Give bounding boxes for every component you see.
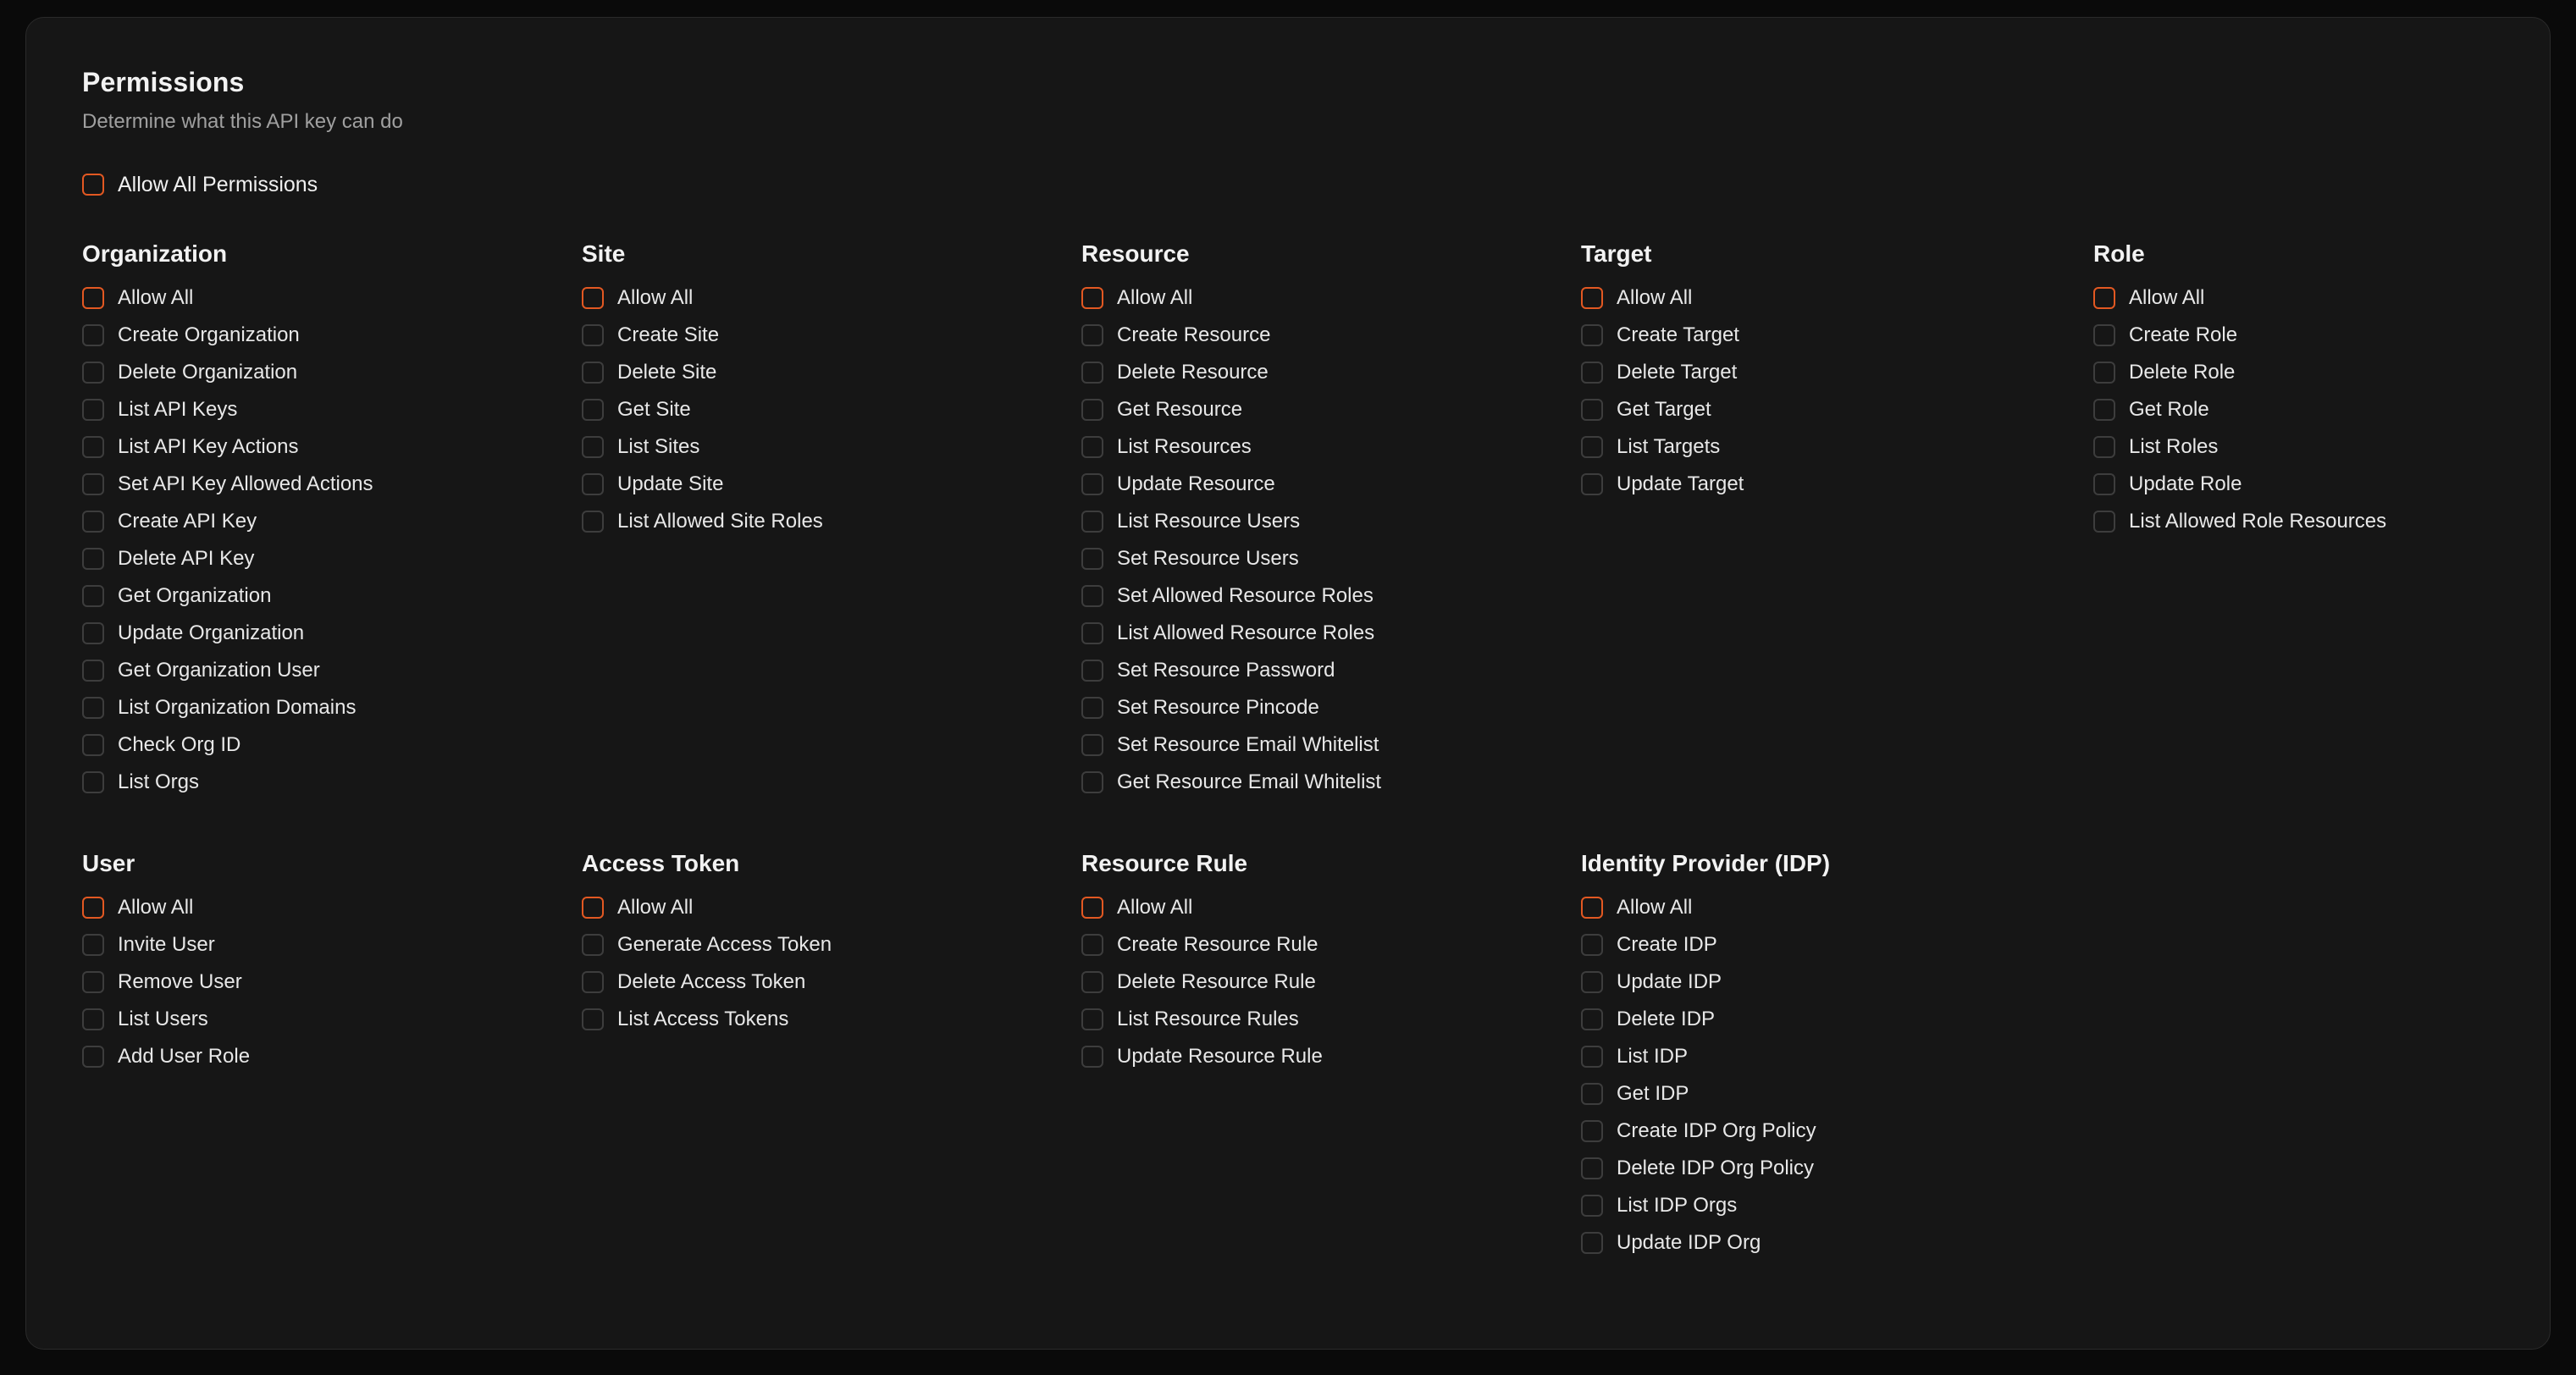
permission-group xyxy=(582,240,1081,808)
permission-label: List Roles xyxy=(2129,435,2219,458)
permission-row[interactable] xyxy=(1081,1045,1581,1069)
permission-label: Set Resource Password xyxy=(1117,659,1335,682)
permission-row[interactable] xyxy=(1581,1008,2093,1031)
checkbox-icon[interactable] xyxy=(1081,622,1103,644)
permission-row[interactable] xyxy=(1081,933,1581,957)
permission-row[interactable] xyxy=(1581,472,2093,496)
checkbox-icon[interactable] xyxy=(2093,436,2115,458)
permission-label: Set Resource Email Whitelist xyxy=(1117,733,1379,756)
permission-label: Create IDP xyxy=(1617,933,1717,956)
permission-label: Get Target xyxy=(1617,398,1711,421)
permission-row[interactable] xyxy=(82,770,582,794)
permission-row[interactable] xyxy=(82,696,582,720)
permission-label: List Allowed Role Resources xyxy=(2129,510,2387,533)
page-subtitle: Determine what this API key can do xyxy=(82,110,403,133)
permission-row[interactable] xyxy=(1581,1082,2093,1106)
permission-label: Create Target xyxy=(1617,323,1739,346)
permission-label: Update Resource xyxy=(1117,472,1275,495)
permission-row[interactable] xyxy=(82,733,582,757)
checkbox-icon[interactable] xyxy=(1581,1232,1603,1254)
permission-label: Update Target xyxy=(1617,472,1744,495)
permission-label: List Access Tokens xyxy=(617,1008,789,1030)
permission-label: Get Role xyxy=(2129,398,2209,421)
permission-label: Allow All xyxy=(2129,286,2205,309)
permission-label: Delete Access Token xyxy=(617,970,806,993)
permission-row[interactable] xyxy=(82,547,582,571)
checkbox-icon[interactable] xyxy=(82,436,104,458)
permission-row[interactable] xyxy=(1581,1194,2093,1218)
permission-label: Update IDP xyxy=(1617,970,1722,993)
permission-label: List Allowed Site Roles xyxy=(617,510,823,533)
permission-row[interactable] xyxy=(2093,435,2568,459)
checkbox-icon[interactable] xyxy=(582,436,604,458)
checkbox-icon[interactable] xyxy=(82,287,104,309)
checkbox-icon[interactable] xyxy=(1081,734,1103,756)
checkbox-icon[interactable] xyxy=(2093,324,2115,346)
permission-group-title: Identity Provider (IDP) xyxy=(1581,850,1831,876)
permission-row[interactable] xyxy=(1081,659,1581,682)
permission-label: List API Keys xyxy=(118,398,238,421)
permission-row[interactable] xyxy=(1581,970,2093,994)
permission-label: Check Org ID xyxy=(118,733,241,756)
permission-label: Get Resource Email Whitelist xyxy=(1117,770,1382,793)
permission-label: Add User Role xyxy=(118,1045,251,1068)
permission-label: Get Organization xyxy=(118,584,272,607)
permission-row[interactable] xyxy=(2093,398,2568,422)
permission-row[interactable] xyxy=(1081,472,1581,496)
permission-label: Allow All xyxy=(118,286,194,309)
checkbox-icon[interactable] xyxy=(82,548,104,570)
permission-row[interactable] xyxy=(1581,1157,2093,1180)
permission-row[interactable] xyxy=(1081,584,1581,608)
permission-label: Update Organization xyxy=(118,621,305,644)
checkbox-icon[interactable] xyxy=(1581,399,1603,421)
permission-group-title: Target xyxy=(1581,240,1652,267)
permission-row[interactable] xyxy=(582,323,1081,347)
permission-label: Create Role xyxy=(2129,323,2238,346)
permission-label: Delete Resource Rule xyxy=(1117,970,1316,993)
checkbox-icon[interactable] xyxy=(1081,548,1103,570)
permission-label: List IDP Orgs xyxy=(1617,1194,1738,1217)
permission-row[interactable] xyxy=(2093,323,2568,347)
permission-row[interactable] xyxy=(582,896,1081,919)
permission-group xyxy=(1581,240,2093,808)
permission-row[interactable] xyxy=(1581,323,2093,347)
checkbox-icon[interactable] xyxy=(82,734,104,756)
permission-label: Get Resource xyxy=(1117,398,1243,421)
checkbox-icon[interactable] xyxy=(1581,934,1603,956)
permission-group-title: User xyxy=(82,850,135,876)
permission-label: List Users xyxy=(118,1008,208,1030)
checkbox-icon[interactable] xyxy=(82,971,104,993)
permission-label: Set Resource Pincode xyxy=(1117,696,1319,719)
permission-label: List Resource Rules xyxy=(1117,1008,1299,1030)
permission-label: Get Site xyxy=(617,398,691,421)
checkbox-icon[interactable] xyxy=(82,585,104,607)
checkbox-icon[interactable] xyxy=(1081,697,1103,719)
checkbox-icon[interactable] xyxy=(82,897,104,919)
checkbox-allow-all-permissions[interactable] xyxy=(82,174,104,196)
permission-label: Delete Site xyxy=(617,361,717,384)
permission-label: Create Site xyxy=(617,323,720,346)
checkbox-icon[interactable] xyxy=(1081,324,1103,346)
permission-label: Create API Key xyxy=(118,510,257,533)
checkbox-icon[interactable] xyxy=(1081,473,1103,495)
permission-group-title: Site xyxy=(582,240,626,267)
checkbox-icon[interactable] xyxy=(1081,1008,1103,1030)
checkbox-icon[interactable] xyxy=(582,934,604,956)
permission-row[interactable] xyxy=(1081,547,1581,571)
checkbox-icon[interactable] xyxy=(582,399,604,421)
checkbox-icon[interactable] xyxy=(2093,399,2115,421)
permission-row[interactable] xyxy=(82,398,582,422)
permission-label: Delete Resource xyxy=(1117,361,1269,384)
permission-row[interactable] xyxy=(82,361,582,384)
permission-row[interactable] xyxy=(2093,361,2568,384)
checkbox-icon[interactable] xyxy=(582,362,604,384)
checkbox-icon[interactable] xyxy=(1581,1046,1603,1068)
permission-groups-grid xyxy=(82,240,2494,1292)
permission-row[interactable] xyxy=(82,1045,582,1069)
permission-label: Create IDP Org Policy xyxy=(1617,1119,1816,1142)
checkbox-icon[interactable] xyxy=(82,399,104,421)
permission-label: Delete IDP xyxy=(1617,1008,1716,1030)
checkbox-icon[interactable] xyxy=(1081,660,1103,682)
permission-group xyxy=(1081,240,1581,808)
permission-label: List Organization Domains xyxy=(118,696,357,719)
permission-row[interactable] xyxy=(1081,1008,1581,1031)
permission-label: Update Site xyxy=(617,472,724,495)
permission-group xyxy=(82,850,582,1268)
checkbox-icon[interactable] xyxy=(1581,897,1603,919)
permission-row[interactable] xyxy=(1081,733,1581,757)
permission-row[interactable] xyxy=(82,323,582,347)
permission-row[interactable] xyxy=(82,584,582,608)
checkbox-icon[interactable] xyxy=(582,1008,604,1030)
permission-row[interactable] xyxy=(1081,323,1581,347)
checkbox-icon[interactable] xyxy=(1581,287,1603,309)
checkbox-icon[interactable] xyxy=(82,771,104,793)
permission-label: Update Role xyxy=(2129,472,2242,495)
checkbox-icon[interactable] xyxy=(582,971,604,993)
permission-group xyxy=(1081,850,1581,1268)
permission-row[interactable] xyxy=(1081,435,1581,459)
permission-row[interactable] xyxy=(1081,361,1581,384)
checkbox-icon[interactable] xyxy=(1581,362,1603,384)
permission-label: Set Allowed Resource Roles xyxy=(1117,584,1374,607)
permission-label: Delete Organization xyxy=(118,361,298,384)
permission-row[interactable] xyxy=(582,435,1081,459)
permission-row[interactable] xyxy=(582,361,1081,384)
permission-label: Create Resource xyxy=(1117,323,1271,346)
checkbox-icon[interactable] xyxy=(1581,1083,1603,1105)
permission-row[interactable] xyxy=(1081,696,1581,720)
permission-row[interactable] xyxy=(82,970,582,994)
checkbox-icon[interactable] xyxy=(1581,436,1603,458)
checkbox-icon[interactable] xyxy=(2093,511,2115,533)
permission-row[interactable] xyxy=(1081,770,1581,794)
allow-all-permissions-row[interactable] xyxy=(82,173,2494,196)
permission-row[interactable] xyxy=(1081,970,1581,994)
permission-row[interactable] xyxy=(1581,1119,2093,1143)
permission-row[interactable] xyxy=(1581,933,2093,957)
permission-row[interactable] xyxy=(582,970,1081,994)
permission-row[interactable] xyxy=(1081,896,1581,919)
checkbox-icon[interactable] xyxy=(82,324,104,346)
permissions-card xyxy=(25,17,2551,1350)
checkbox-icon[interactable] xyxy=(1081,399,1103,421)
permission-label: List Orgs xyxy=(118,770,200,793)
permission-row[interactable] xyxy=(1081,510,1581,533)
permission-label: Delete IDP Org Policy xyxy=(1617,1157,1814,1179)
permission-row[interactable] xyxy=(82,510,582,533)
permission-group-title: Resource xyxy=(1081,240,1190,267)
checkbox-icon[interactable] xyxy=(82,1046,104,1068)
checkbox-icon[interactable] xyxy=(2093,287,2115,309)
checkbox-icon[interactable] xyxy=(1581,1120,1603,1142)
permission-row[interactable] xyxy=(2093,510,2568,533)
permission-label: Generate Access Token xyxy=(617,933,832,956)
checkbox-icon[interactable] xyxy=(82,1008,104,1030)
checkbox-icon[interactable] xyxy=(1581,1157,1603,1179)
permission-label: Allow All xyxy=(1617,286,1693,309)
permission-label: Set API Key Allowed Actions xyxy=(118,472,373,495)
permission-row[interactable] xyxy=(82,659,582,682)
permission-row[interactable] xyxy=(582,398,1081,422)
permission-row[interactable] xyxy=(1581,398,2093,422)
checkbox-icon[interactable] xyxy=(82,511,104,533)
checkbox-icon[interactable] xyxy=(582,473,604,495)
grid-spacer xyxy=(2093,831,2568,1292)
permission-row[interactable] xyxy=(2093,286,2568,310)
permission-row[interactable] xyxy=(582,1008,1081,1031)
permission-label: List IDP xyxy=(1617,1045,1689,1068)
checkbox-icon[interactable] xyxy=(82,362,104,384)
permission-label: List Targets xyxy=(1617,435,1721,458)
permission-label: Delete Target xyxy=(1617,361,1738,384)
checkbox-icon[interactable] xyxy=(82,622,104,644)
checkbox-icon[interactable] xyxy=(1081,934,1103,956)
checkbox-icon[interactable] xyxy=(1081,287,1103,309)
permission-row[interactable] xyxy=(1081,621,1581,645)
permission-label: List Allowed Resource Roles xyxy=(1117,621,1375,644)
permission-group-title: Organization xyxy=(82,240,228,267)
permission-row[interactable] xyxy=(1581,1231,2093,1255)
page-title: Permissions xyxy=(82,67,245,97)
permission-row[interactable] xyxy=(1581,896,2093,919)
permission-label: List Resource Users xyxy=(1117,510,1301,533)
permission-label: Create Organization xyxy=(118,323,300,346)
checkbox-icon[interactable] xyxy=(82,697,104,719)
permission-label: Allow All xyxy=(118,896,194,919)
permission-row[interactable] xyxy=(582,510,1081,533)
permission-label: Allow All xyxy=(1117,286,1193,309)
permission-row[interactable] xyxy=(2093,472,2568,496)
checkbox-icon[interactable] xyxy=(1081,585,1103,607)
permission-row[interactable] xyxy=(1581,361,2093,384)
permission-label: Allow All xyxy=(1617,896,1693,919)
permission-row[interactable] xyxy=(582,933,1081,957)
permission-row[interactable] xyxy=(1581,1045,2093,1069)
permission-group xyxy=(582,850,1081,1268)
permission-row[interactable] xyxy=(1581,435,2093,459)
permission-label: Update IDP Org xyxy=(1617,1231,1761,1254)
checkbox-icon[interactable] xyxy=(582,324,604,346)
checkbox-icon[interactable] xyxy=(1081,1046,1103,1068)
checkbox-icon[interactable] xyxy=(1081,971,1103,993)
permission-row[interactable] xyxy=(82,472,582,496)
permission-row[interactable] xyxy=(582,286,1081,310)
checkbox-icon[interactable] xyxy=(1581,324,1603,346)
checkbox-icon[interactable] xyxy=(2093,362,2115,384)
checkbox-icon[interactable] xyxy=(1581,971,1603,993)
permission-label: Get IDP xyxy=(1617,1082,1689,1105)
permission-label: List API Key Actions xyxy=(118,435,299,458)
checkbox-icon[interactable] xyxy=(1581,1008,1603,1030)
permission-group-title: Resource Rule xyxy=(1081,850,1248,876)
checkbox-icon[interactable] xyxy=(1081,771,1103,793)
checkbox-icon[interactable] xyxy=(582,897,604,919)
allow-all-permissions-label: Allow All Permissions xyxy=(118,173,318,196)
permission-row[interactable] xyxy=(82,621,582,645)
checkbox-icon[interactable] xyxy=(1581,1195,1603,1217)
permission-label: Allow All xyxy=(617,896,694,919)
permission-row[interactable] xyxy=(82,896,582,919)
permission-row[interactable] xyxy=(1581,286,2093,310)
checkbox-icon[interactable] xyxy=(1081,436,1103,458)
permission-label: Allow All xyxy=(617,286,694,309)
permission-row[interactable] xyxy=(1081,286,1581,310)
permission-row[interactable] xyxy=(82,286,582,310)
permission-row[interactable] xyxy=(82,435,582,459)
permission-label: Update Resource Rule xyxy=(1117,1045,1323,1068)
permission-row[interactable] xyxy=(82,1008,582,1031)
permission-label: Create Resource Rule xyxy=(1117,933,1318,956)
permission-label: Get Organization User xyxy=(118,659,320,682)
permission-row[interactable] xyxy=(82,933,582,957)
permission-row[interactable] xyxy=(582,472,1081,496)
checkbox-icon[interactable] xyxy=(1081,511,1103,533)
permission-label: Invite User xyxy=(118,933,215,956)
checkbox-icon[interactable] xyxy=(82,473,104,495)
permission-label: Remove User xyxy=(118,970,242,993)
checkbox-icon[interactable] xyxy=(2093,473,2115,495)
checkbox-icon[interactable] xyxy=(1581,473,1603,495)
permission-group xyxy=(2093,240,2568,808)
permission-group xyxy=(1581,850,2093,1268)
permission-label: Delete Role xyxy=(2129,361,2236,384)
checkbox-icon[interactable] xyxy=(82,934,104,956)
checkbox-icon[interactable] xyxy=(82,660,104,682)
permission-label: Delete API Key xyxy=(118,547,255,570)
checkbox-icon[interactable] xyxy=(582,287,604,309)
permission-label: Allow All xyxy=(1117,896,1193,919)
permission-label: List Sites xyxy=(617,435,700,458)
permission-group-title: Access Token xyxy=(582,850,740,876)
permission-label: Set Resource Users xyxy=(1117,547,1299,570)
checkbox-icon[interactable] xyxy=(1081,362,1103,384)
checkbox-icon[interactable] xyxy=(1081,897,1103,919)
permission-label: List Resources xyxy=(1117,435,1252,458)
permission-group xyxy=(82,240,582,808)
checkbox-icon[interactable] xyxy=(582,511,604,533)
permission-row[interactable] xyxy=(1081,398,1581,422)
permission-group-title: Role xyxy=(2093,240,2145,267)
